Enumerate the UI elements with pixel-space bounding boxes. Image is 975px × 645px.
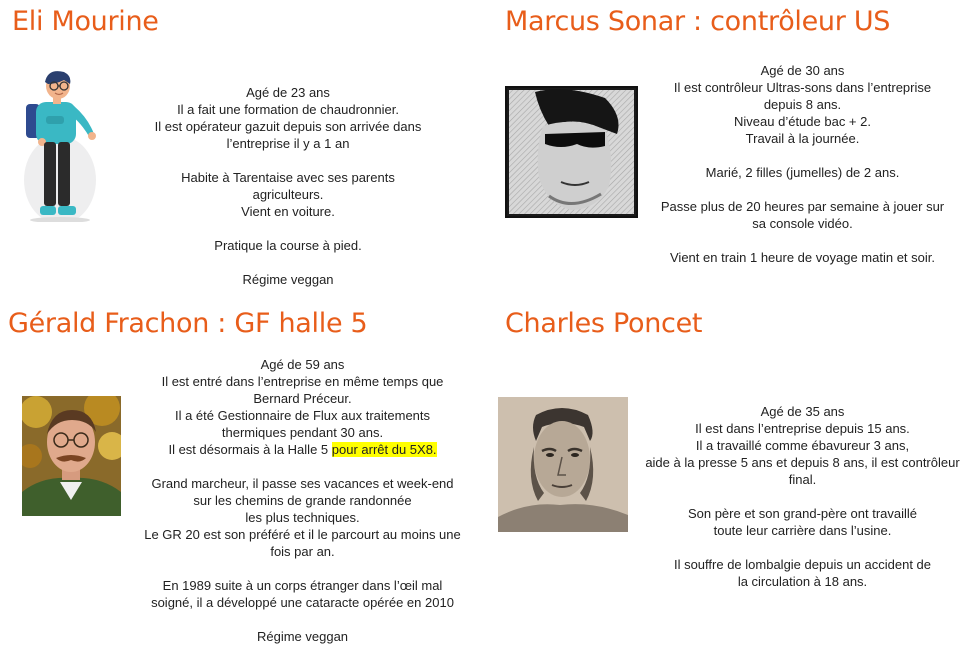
bio-line: agriculteurs.: [252, 187, 324, 202]
persona-bio-eli: [118, 84, 458, 288]
bio-line: Agé de 59 ans: [260, 357, 345, 372]
bio-line: Grand marcheur, il passe ses vacances et week-end: [151, 476, 454, 491]
persona-bio-charles: [630, 403, 975, 590]
bio-line: sa console vidéo.: [752, 216, 853, 231]
bio-line: Il est dans l’entreprise depuis 15 ans.: [695, 421, 910, 436]
bio-line: Son père et son grand-père ont travaillé: [687, 506, 918, 521]
eli-avatar-illustration: [20, 70, 102, 222]
bio-line: Vient en train 1 heure de voyage matin et soir.: [670, 250, 935, 265]
bio-line: [118, 220, 458, 237]
bio-line: thermiques pendant 30 ans.: [221, 425, 384, 440]
bio-line: [130, 611, 475, 628]
bio-line: [630, 539, 975, 556]
bio-line: Il est entré dans l’entreprise en même temps que: [161, 374, 444, 389]
bio-line: Marié, 2 filles (jumelles) de 2 ans.: [705, 165, 900, 180]
persona-bio-gerald: [130, 356, 475, 645]
bio-line: Il a fait une formation de chaudronnier.: [177, 102, 399, 117]
bio-line: Passe plus de 20 heures par semaine à jouer sur: [660, 199, 945, 214]
bio-line: toute leur carrière dans l’usine.: [713, 523, 892, 538]
bio-line: Régime veggan: [256, 629, 349, 644]
bio-line: les plus techniques.: [245, 510, 360, 525]
bio-line: l’entreprise il y a 1 an: [226, 136, 350, 151]
highlighted-text: pour arrêt du 5X8.: [331, 442, 437, 457]
bio-line: En 1989 suite à un corps étranger dans l’œil mal: [162, 578, 443, 593]
bio-line: Habite à Tarentaise avec ses parents: [181, 170, 395, 185]
bio-line: Niveau d’étude bac + 2.: [734, 114, 871, 129]
bio-line: [630, 181, 975, 198]
bio-line: Il est contrôleur Ultras-sons dans l’entreprise: [673, 80, 932, 95]
bio-line: Il est opérateur gazuit depuis son arrivée dans: [154, 119, 422, 134]
bio-line: Bernard Préceur.: [253, 391, 352, 406]
bio-line: [130, 560, 475, 577]
bio-line: Il souffre de lombalgie depuis un accident de: [673, 557, 932, 572]
bio-line: [130, 458, 475, 475]
bio-line: [630, 147, 975, 164]
bio-line: Régime veggan: [242, 272, 334, 287]
bio-line: Agé de 30 ans: [760, 63, 845, 78]
charles-photo: [498, 397, 628, 532]
bio-line: [118, 254, 458, 271]
persona-name-gerald: Gérald Frachon : GF halle 5: [8, 308, 368, 339]
persona-name-marcus: Marcus Sonar : contrôleur US: [505, 6, 891, 37]
bio-line: Le GR 20 est son préféré et il le parcourt au moins une: [144, 527, 461, 542]
bio-line: depuis 8 ans.: [763, 97, 842, 112]
bio-line: [630, 488, 975, 505]
halle-prefix: Il est désormais à la Halle 5: [168, 442, 332, 457]
bio-line: Travail à la journée.: [745, 131, 860, 146]
bio-line: Agé de 23 ans: [246, 85, 330, 100]
bio-line: Il a été Gestionnaire de Flux aux traitements: [174, 408, 431, 423]
bio-line: Il a travaillé comme ébavureur 3 ans,: [695, 438, 910, 453]
marcus-photo: [505, 86, 638, 218]
bio-line: la circulation à 18 ans.: [737, 574, 868, 589]
bio-line: Agé de 35 ans: [760, 404, 845, 419]
bio-line: Vient en voiture.: [241, 204, 335, 219]
bio-line-halle: [130, 441, 475, 458]
bio-line: [118, 152, 458, 169]
bio-line: fois par an.: [270, 544, 335, 559]
gerald-photo: [22, 396, 121, 516]
bio-line: sur les chemins de grande randonnée: [193, 493, 412, 508]
bio-line: soigné, il a développé une cataracte opérée en 2010: [151, 595, 454, 610]
persona-bio-marcus: [630, 62, 975, 266]
bio-line: final.: [788, 472, 817, 487]
persona-name-eli: Eli Mourine: [12, 6, 159, 37]
persona-name-charles: Charles Poncet: [505, 308, 703, 339]
bio-line: Pratique la course à pied.: [214, 238, 362, 253]
bio-line: aide à la presse 5 ans et depuis 8 ans, il est contrôleur: [645, 455, 960, 470]
bio-line: [630, 232, 975, 249]
